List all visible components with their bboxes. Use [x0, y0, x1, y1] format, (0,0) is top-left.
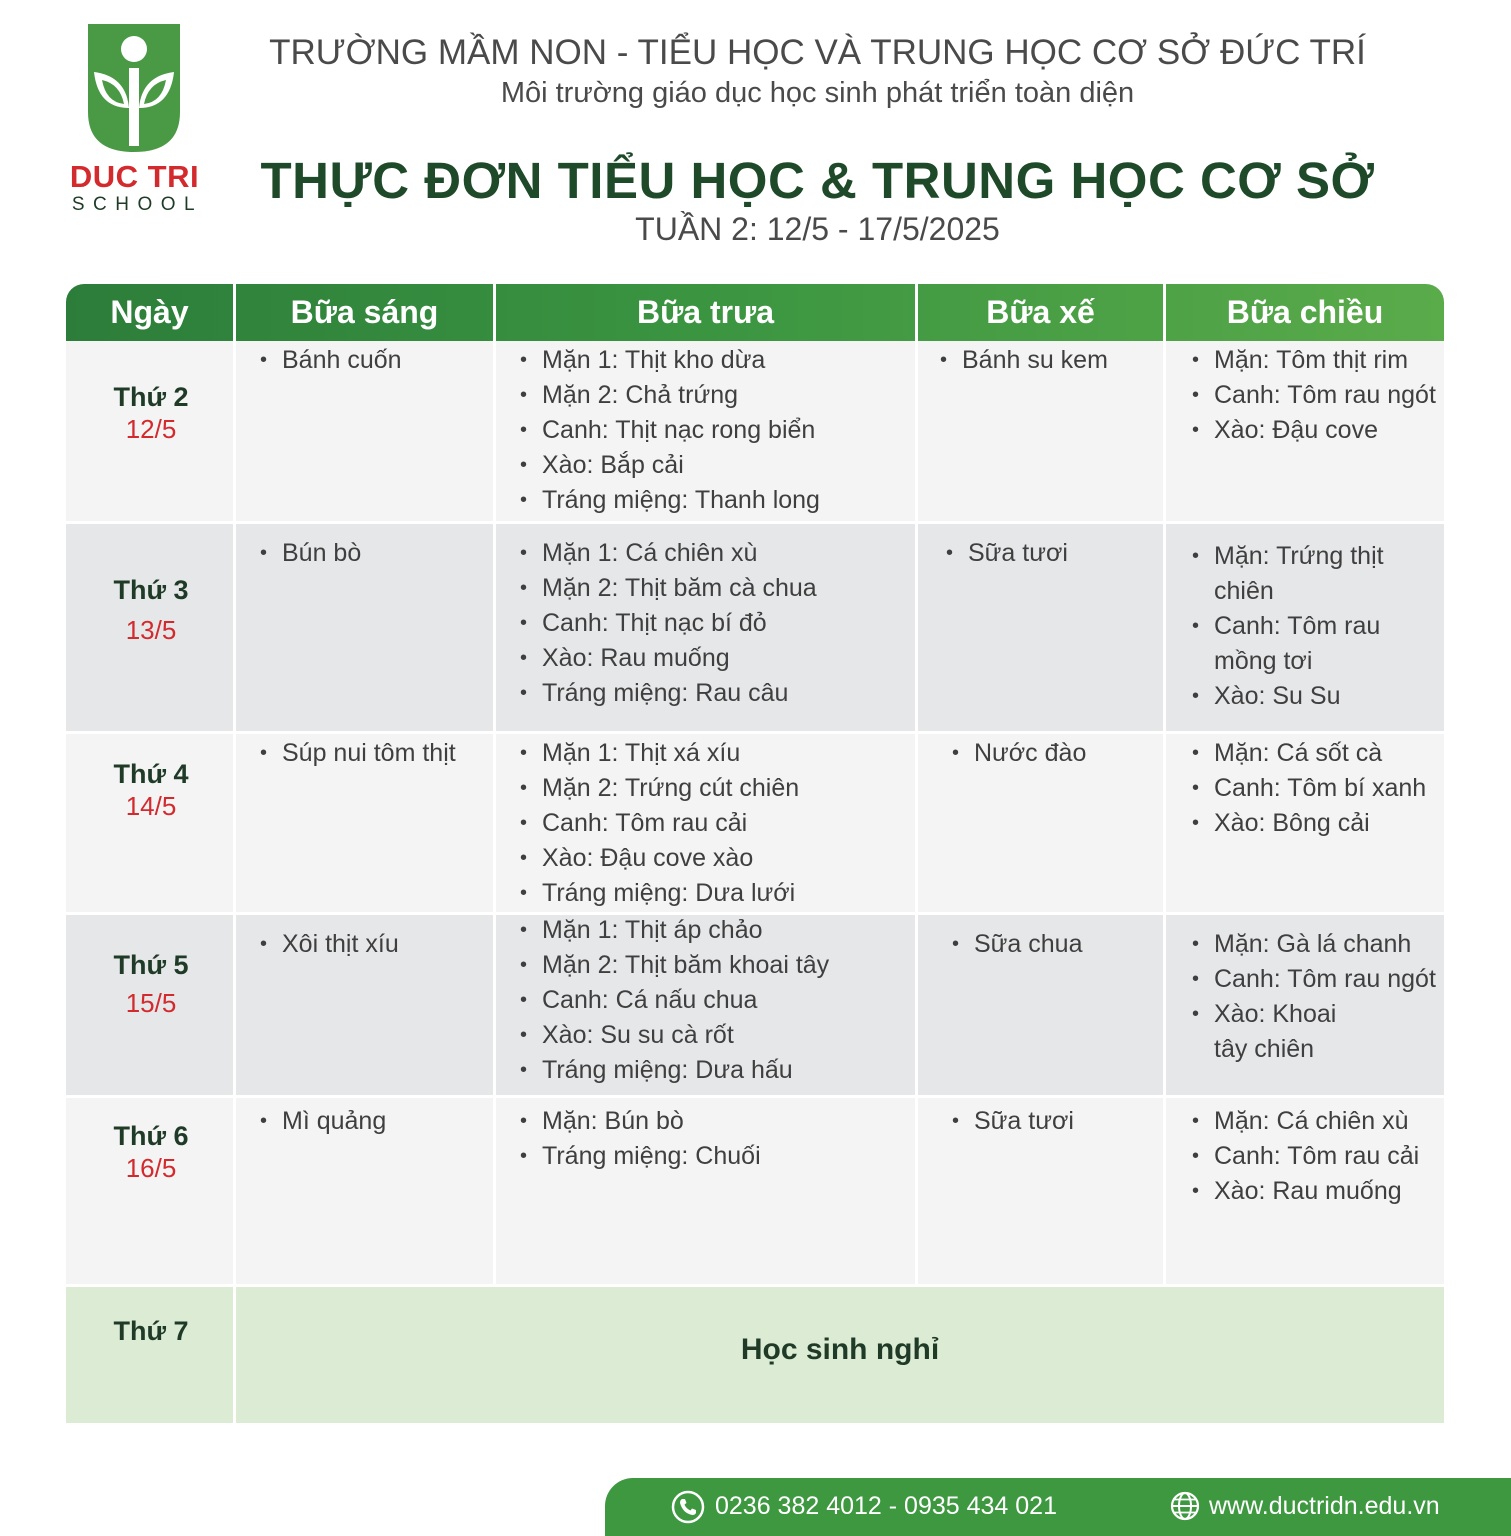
- list-item: • Mặn 2: Chả trứng: [516, 378, 820, 413]
- snack-cell: [915, 1098, 1163, 1284]
- list-item: • Mặn: Cá sốt cà: [1188, 736, 1426, 771]
- list-item: • Mặn 1: Thịt áp chảo: [516, 913, 829, 948]
- list-item: • Bánh su kem: [936, 343, 1108, 378]
- list-item: • Xào: Khoai tây chiên: [1188, 997, 1364, 1067]
- school-logo: [62, 24, 207, 214]
- list-item: • Mặn 2: Trứng cút chiên: [516, 771, 799, 806]
- table-row: [66, 521, 1444, 731]
- list-item: • Tráng miệng: Dưa lưới: [516, 876, 799, 911]
- list-item: • Canh: Cá nấu chua: [516, 983, 829, 1018]
- school-name: TRƯỜNG MẦM NON - TIỂU HỌC VÀ TRUNG HỌC CƠ SỞ ĐỨC TRÍ: [269, 33, 1366, 72]
- list-item: • Canh: Tôm rau mồng tơi: [1188, 609, 1388, 679]
- phone-icon: [671, 1490, 705, 1524]
- list-item: • Mặn 2: Thịt băm khoai tây: [516, 948, 829, 983]
- day-name: Thứ 3: [113, 575, 189, 605]
- list-item: • Canh: Tôm rau ngót: [1188, 378, 1436, 413]
- header-day: Ngày: [110, 294, 189, 330]
- week-range: TUẦN 2: 12/5 - 17/5/2025: [635, 211, 1000, 247]
- day-name: Thứ 4: [113, 759, 189, 789]
- website-link[interactable]: www.ductridn.edu.vn: [1209, 1492, 1440, 1520]
- list-item: • Xôi thịt xíu: [256, 927, 399, 962]
- list-item: • Mặn 2: Thịt băm cà chua: [516, 571, 817, 606]
- list-item: • Canh: Tôm rau cải: [516, 806, 799, 841]
- day-cell: [66, 1098, 233, 1284]
- list-item: • Canh: Tôm rau ngót: [1188, 962, 1444, 997]
- day-cell: [66, 1287, 233, 1423]
- day-name: Thứ 7: [113, 1316, 189, 1346]
- list-item: • Xào: Su Su: [1188, 679, 1388, 714]
- list-item: • Canh: Thịt nạc bí đỏ: [516, 606, 817, 641]
- dinner-cell: [1163, 341, 1444, 521]
- list-item: • Mặn 1: Thịt kho dừa: [516, 343, 820, 378]
- day-date: 12/5: [125, 414, 177, 444]
- table-row: [66, 1095, 1444, 1284]
- contact-phone[interactable]: 0236 382 4012 - 0935 434 021: [715, 1492, 1057, 1520]
- list-item: • Xào: Rau muống: [1188, 1174, 1419, 1209]
- day-name: Thứ 6: [113, 1121, 189, 1151]
- day-date: 16/5: [125, 1153, 177, 1183]
- list-item: • Mặn: Cá chiên xù: [1188, 1104, 1419, 1139]
- list-item: • Sữa tươi: [948, 1104, 1074, 1139]
- school-slogan: Môi trường giáo dục học sinh phát triển toàn diện: [500, 77, 1135, 109]
- header-breakfast: Bữa sáng: [233, 284, 493, 341]
- breakfast-cell: [233, 524, 493, 731]
- day-cell: [66, 734, 233, 912]
- table-row: [66, 912, 1444, 1095]
- page-title: THỰC ĐƠN TIỂU HỌC & TRUNG HỌC CƠ SỞ: [260, 152, 1375, 209]
- list-item: • Bún bò: [256, 536, 361, 571]
- menu-table: [66, 284, 1444, 1423]
- lunch-cell: [493, 1098, 915, 1284]
- day-cell: [66, 524, 233, 731]
- contact-footer: [605, 1478, 1511, 1536]
- breakfast-cell: [233, 341, 493, 521]
- list-item: • Tráng miệng: Rau câu: [516, 676, 817, 711]
- header-lunch: Bữa trưa: [493, 284, 915, 341]
- header-dinner: Bữa chiều: [1163, 284, 1444, 341]
- list-item: • Tráng miệng: Chuối: [516, 1139, 761, 1174]
- list-item: • Sữa tươi: [942, 536, 1068, 571]
- day-date: 15/5: [125, 988, 177, 1018]
- list-item: • Tráng miệng: Dưa hấu: [516, 1053, 829, 1088]
- list-item: • Tráng miệng: Thanh long: [516, 483, 820, 518]
- list-item: • Canh: Tôm rau cải: [1188, 1139, 1419, 1174]
- table-row: [66, 731, 1444, 912]
- list-item: • Canh: Thịt nạc rong biển: [516, 413, 820, 448]
- list-item: • Mặn 1: Cá chiên xù: [516, 536, 817, 571]
- dinner-cell: [1163, 915, 1444, 1095]
- lunch-cell: [493, 524, 915, 731]
- sprout-logo-icon: [88, 24, 180, 152]
- list-item: • Mặn: Trứng thịt chiên: [1188, 539, 1388, 609]
- list-item: • Xào: Bông cải: [1188, 806, 1426, 841]
- list-item: • Mì quảng: [256, 1104, 386, 1139]
- snack-cell: [915, 734, 1163, 912]
- holiday-cell: [233, 1287, 1444, 1423]
- list-item: • Xào: Su su cà rốt: [516, 1018, 829, 1053]
- day-cell: [66, 341, 233, 521]
- holiday-note: Học sinh nghỉ: [740, 1333, 940, 1366]
- list-item: • Xào: Bắp cải: [516, 448, 820, 483]
- saturday-row: [66, 1284, 1444, 1423]
- dinner-cell: [1163, 1098, 1444, 1284]
- day-date: 13/5: [125, 615, 177, 645]
- snack-cell: [915, 915, 1163, 1095]
- logo-subtitle: SCHOOL: [71, 194, 204, 215]
- day-cell: [66, 915, 233, 1095]
- snack-cell: [915, 341, 1163, 521]
- lunch-cell: [493, 341, 915, 521]
- list-item: • Nước đào: [948, 736, 1086, 771]
- list-item: • Mặn: Gà lá chanh: [1188, 927, 1444, 962]
- list-item: • Súp nui tôm thịt: [256, 736, 456, 771]
- table-header: [66, 284, 1444, 341]
- list-item: • Canh: Tôm bí xanh: [1188, 771, 1426, 806]
- day-date: 14/5: [125, 791, 177, 821]
- list-item: • Xào: Đậu cove: [1188, 413, 1436, 448]
- dinner-cell: [1163, 734, 1444, 912]
- list-item: • Sữa chua: [948, 927, 1082, 962]
- lunch-cell: [493, 734, 915, 912]
- list-item: • Mặn: Bún bò: [516, 1104, 761, 1139]
- list-item: • Mặn: Tôm thịt rim: [1188, 343, 1436, 378]
- day-name: Thứ 2: [113, 382, 189, 412]
- list-item: • Xào: Đậu cove xào: [516, 841, 799, 876]
- table-row: [66, 341, 1444, 521]
- breakfast-cell: [233, 1098, 493, 1284]
- list-item: • Mặn 1: Thịt xá xíu: [516, 736, 799, 771]
- logo-name: DUC TRI: [69, 159, 200, 194]
- breakfast-cell: [233, 734, 493, 912]
- dinner-cell: [1163, 524, 1444, 731]
- list-item: • Xào: Rau muống: [516, 641, 817, 676]
- lunch-cell: [493, 915, 915, 1095]
- header-snack: Bữa xế: [915, 284, 1163, 341]
- snack-cell: [915, 524, 1163, 731]
- breakfast-cell: [233, 915, 493, 1095]
- day-name: Thứ 5: [113, 950, 189, 980]
- globe-icon: [1169, 1490, 1201, 1522]
- list-item: • Bánh cuốn: [256, 343, 402, 378]
